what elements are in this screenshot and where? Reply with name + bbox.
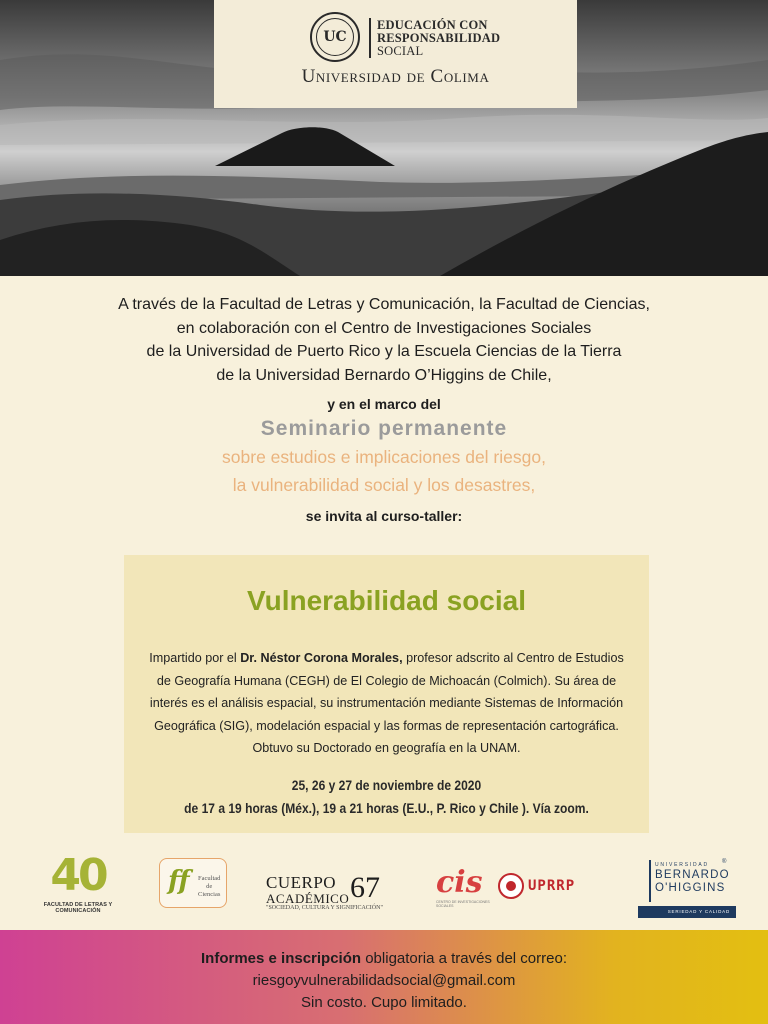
costo-text: Sin costo. Cupo limitado. (301, 994, 467, 1011)
footer-banner (0, 930, 768, 1024)
cuerpo-academico-logo (262, 870, 394, 912)
course-description (148, 647, 625, 760)
marco-text: y en el marco del (327, 396, 441, 412)
flc-label: FACULTAD DE LETRAS Y COMUNICACIÓN (43, 902, 113, 914)
ubo-registered-mark: ® (722, 859, 727, 865)
intro-section (0, 293, 768, 526)
uprrp-mark: UPRRP (528, 878, 576, 894)
logo-strip (0, 848, 768, 928)
tagline-line-1: EDUCACIÓN CON (377, 18, 488, 32)
ubo-name-1: BERNARDO (655, 869, 730, 881)
university-brand-box (214, 0, 577, 108)
university-name: Universidad de Colima (301, 66, 490, 87)
intro-line-3: de la Universidad de Puerto Rico y la Escuela Ciencias de la Tierra (146, 343, 622, 360)
cis-mark: cis (436, 865, 483, 900)
seminario-subtitle-line-1: sobre estudios e implicaciones del riesgo, (222, 447, 546, 467)
desc-body: profesor adscrito al Centro de Estudios de Geografía Humana (CEGH) de El Colegio de Michoacán (Colmich). Su área de interés es el análisis espacial, su instrumentación mediante Sistemas de Información Geográfica (SIG), modelación espacial y las formas de representación cartográfica. Obtuvo su Doctorado en geografía en la UNAM. (149, 651, 624, 755)
invitation-text: se invita al curso-taller: (305, 508, 463, 524)
instructor-name: Dr. Néstor Corona Morales, (240, 651, 403, 665)
contact-email[interactable]: riesgoyvulnerabilidadsocial@gmail.com (252, 972, 516, 989)
tagline-line-2: RESPONSABILIDAD (377, 31, 501, 45)
ca-cuerpo: CUERPO (266, 873, 337, 892)
course-hours: de 17 a 19 horas (Méx.), 19 a 21 horas (E.U., P. Rico y Chile ). Vía zoom. (184, 800, 589, 816)
ca-number: 67 (350, 871, 380, 904)
flc-40-number: 40 (50, 850, 106, 901)
ubo-universidad: UNIVERSIDAD (655, 862, 709, 868)
intro-line-2: en colaboración con el Centro de Investigaciones Sociales (176, 319, 592, 337)
tagline-line-3: SOCIAL (377, 44, 424, 58)
seminario-subtitle-line-2: la vulnerabilidad social y los desastres, (232, 475, 536, 495)
fc-line-1: Facultad (198, 875, 221, 882)
informes-rest: obligatoria a través del correo: (361, 950, 567, 967)
brand-divider (369, 18, 371, 58)
fc-line-2: de (206, 883, 213, 890)
fc-line-3: Ciencias (198, 891, 221, 898)
hero-banner (0, 0, 768, 276)
intro-line-1: A través de la Facultad de Letras y Comunicación, la Facultad de Ciencias, (118, 296, 650, 313)
facultad-ciencias-logo (159, 858, 227, 908)
cis-logo (436, 865, 498, 908)
intro-line-4: de la Universidad Bernardo O’Higgins de Chile, (216, 366, 552, 384)
ca-academico: ACADÉMICO (266, 891, 350, 906)
ubo-name-2: O'HIGGINS (655, 882, 726, 894)
fc-mark: ff (168, 866, 190, 896)
course-dates: 25, 26 y 27 de noviembre de 2020 (291, 777, 482, 793)
fc-text (198, 875, 220, 899)
uprrp-logo (498, 873, 608, 901)
flc-40-logo (34, 852, 122, 916)
course-title: Vulnerabilidad social (246, 585, 527, 616)
desc-prefix: Impartido por el (149, 651, 241, 665)
brand-tagline (377, 19, 500, 58)
ubo-name (655, 869, 730, 895)
cis-subtitle: CENTRO DE INVESTIGACIONES SOCIALES (436, 900, 490, 908)
ubo-strip: SERIEDAD Y CALIDAD (638, 906, 736, 918)
university-seal-icon (310, 12, 360, 62)
ca-subtitle: "SOCIEDAD, CULTURA Y SIGNIFICACIÓN" (266, 905, 383, 911)
course-box (124, 555, 649, 833)
informes-line (0, 948, 768, 970)
ubo-logo (638, 858, 736, 920)
upr-shield-icon (498, 873, 524, 899)
course-schedule (161, 774, 613, 820)
informes-bold: Informes e inscripción (201, 950, 362, 967)
ubo-bar (649, 860, 651, 902)
seal-letters: UC (316, 18, 354, 56)
seminario-title: Seminario permanente (260, 417, 508, 440)
